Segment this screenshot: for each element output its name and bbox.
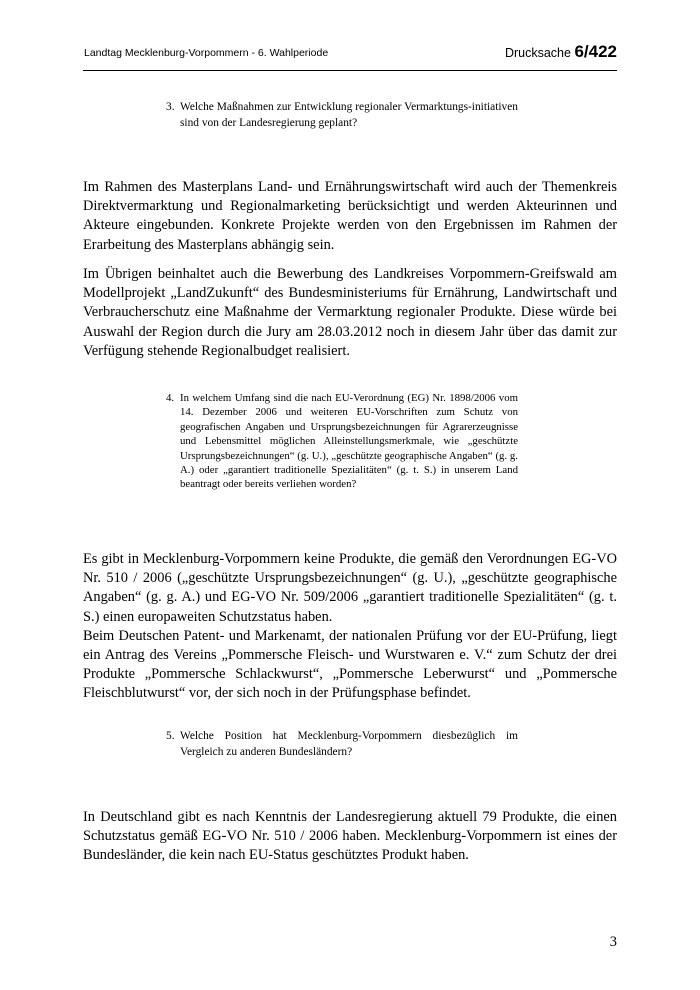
question-3 [166, 100, 518, 131]
drucksache-prefix: Drucksache [504, 46, 575, 60]
question-4 [166, 391, 518, 492]
question-text: Welche Maßnahmen zur Entwicklung regionaler Vermarktungs-initiativen sind von der Landesregierung geplant? [180, 101, 518, 129]
question-number: 5. [166, 730, 175, 742]
header-title: Landtag Mecklenburg-Vorpommern - 6. Wahlperiode [84, 47, 329, 59]
page-header [83, 40, 617, 71]
question-number: 3. [166, 101, 175, 113]
answer-paragraph: Beim Deutschen Patent- und Markenamt, der nationalen Prüfung vor der EU-Prüfung, liegt ein Antrag des Vereins „Pommersche Fleisch- und Wurstwaren e. V.“ zum Schutz der drei Produkte „Pommersche Schlackwurst“, „Pommersche Leberwurst“ und „Pommersche Fleischblutwurst“ vor, der sich noch in der Prüfungsphase befindet. [83, 627, 617, 702]
question-number: 4. [166, 392, 175, 404]
answer-block-4 [83, 550, 617, 704]
drucksache-label [505, 42, 617, 62]
answer-paragraph: Im Übrigen beinhaltet auch die Bewerbung des Landkreises Vorpommern-Greifswald am Modellprojekt „LandZukunft“ des Bundesministeriums für Ernährung, Landwirtschaft und Verbraucherschutz eine Maßnahme der Vermarktung regionaler Produkte. Diese würde bei Auswahl der Region durch die Jury am 28.03.2012 noch in diesem Jahr über das damit zur Verfügung stehende Regionalbudget realisiert. [83, 266, 617, 359]
answer-paragraph: Im Rahmen des Masterplans Land- und Ernährungswirtschaft wird auch der Themenkreis Direktvermarktung und Regionalmarketing berücksichtigt und werden Akteurinnen und Akteure eingebunden. Konkrete Projekte werden von den Ergebnissen im Rahmen der Erarbeitung des Masterplans abhängig sein. [83, 179, 617, 253]
page-number: 3 [609, 934, 617, 950]
drucksache-number: 6/422 [574, 42, 617, 61]
question-text: Welche Position hat Mecklenburg-Vorpommern diesbezüglich im Vergleich zu anderen Bundesländern? [180, 730, 518, 758]
answer-paragraph: In Deutschland gibt es nach Kenntnis der Landesregierung aktuell 79 Produkte, die einen Schutzstatus gemäß EG-VO Nr. 510 / 2006 haben. Mecklenburg-Vorpommern ist eines der Bundesländer, die kein nach EU-Status geschütztes Produkt haben. [83, 809, 617, 864]
question-5 [166, 729, 518, 760]
question-text: In welchem Umfang sind die nach EU-Verordnung (EG) Nr. 1898/2006 vom 14. Dezember 2006 und weiteren EU-Vorschriften zum Schutz von geografischen Angaben und Ursprungsbezeichnungen für Agrarerzeugnisse und Lebensmittel möglichen Alleinstellungsmerkmale, wie „geschützte Ursprungsbezeichnungen“ (g. U.), „geschützte geographische Angaben“ (g. g. A.) oder „garantiert traditionelle Spezialitäten“ (g. t. S.) in unserem Land beantragt oder bereits verliehen worden? [180, 392, 518, 491]
answer-paragraph: Es gibt in Mecklenburg-Vorpommern keine Produkte, die gemäß den Verordnungen EG-VO Nr. 510 / 2006 („geschützte Ursprungsbezeichnungen“ (g. U.), „geschützte geographische Angaben“ (g. g. A.) und EG-VO Nr. 509/2006 „garantiert traditionelle Spezialitäten“ (g. t. S.) einen europaweiten Schutzstatus haben. [83, 551, 617, 625]
